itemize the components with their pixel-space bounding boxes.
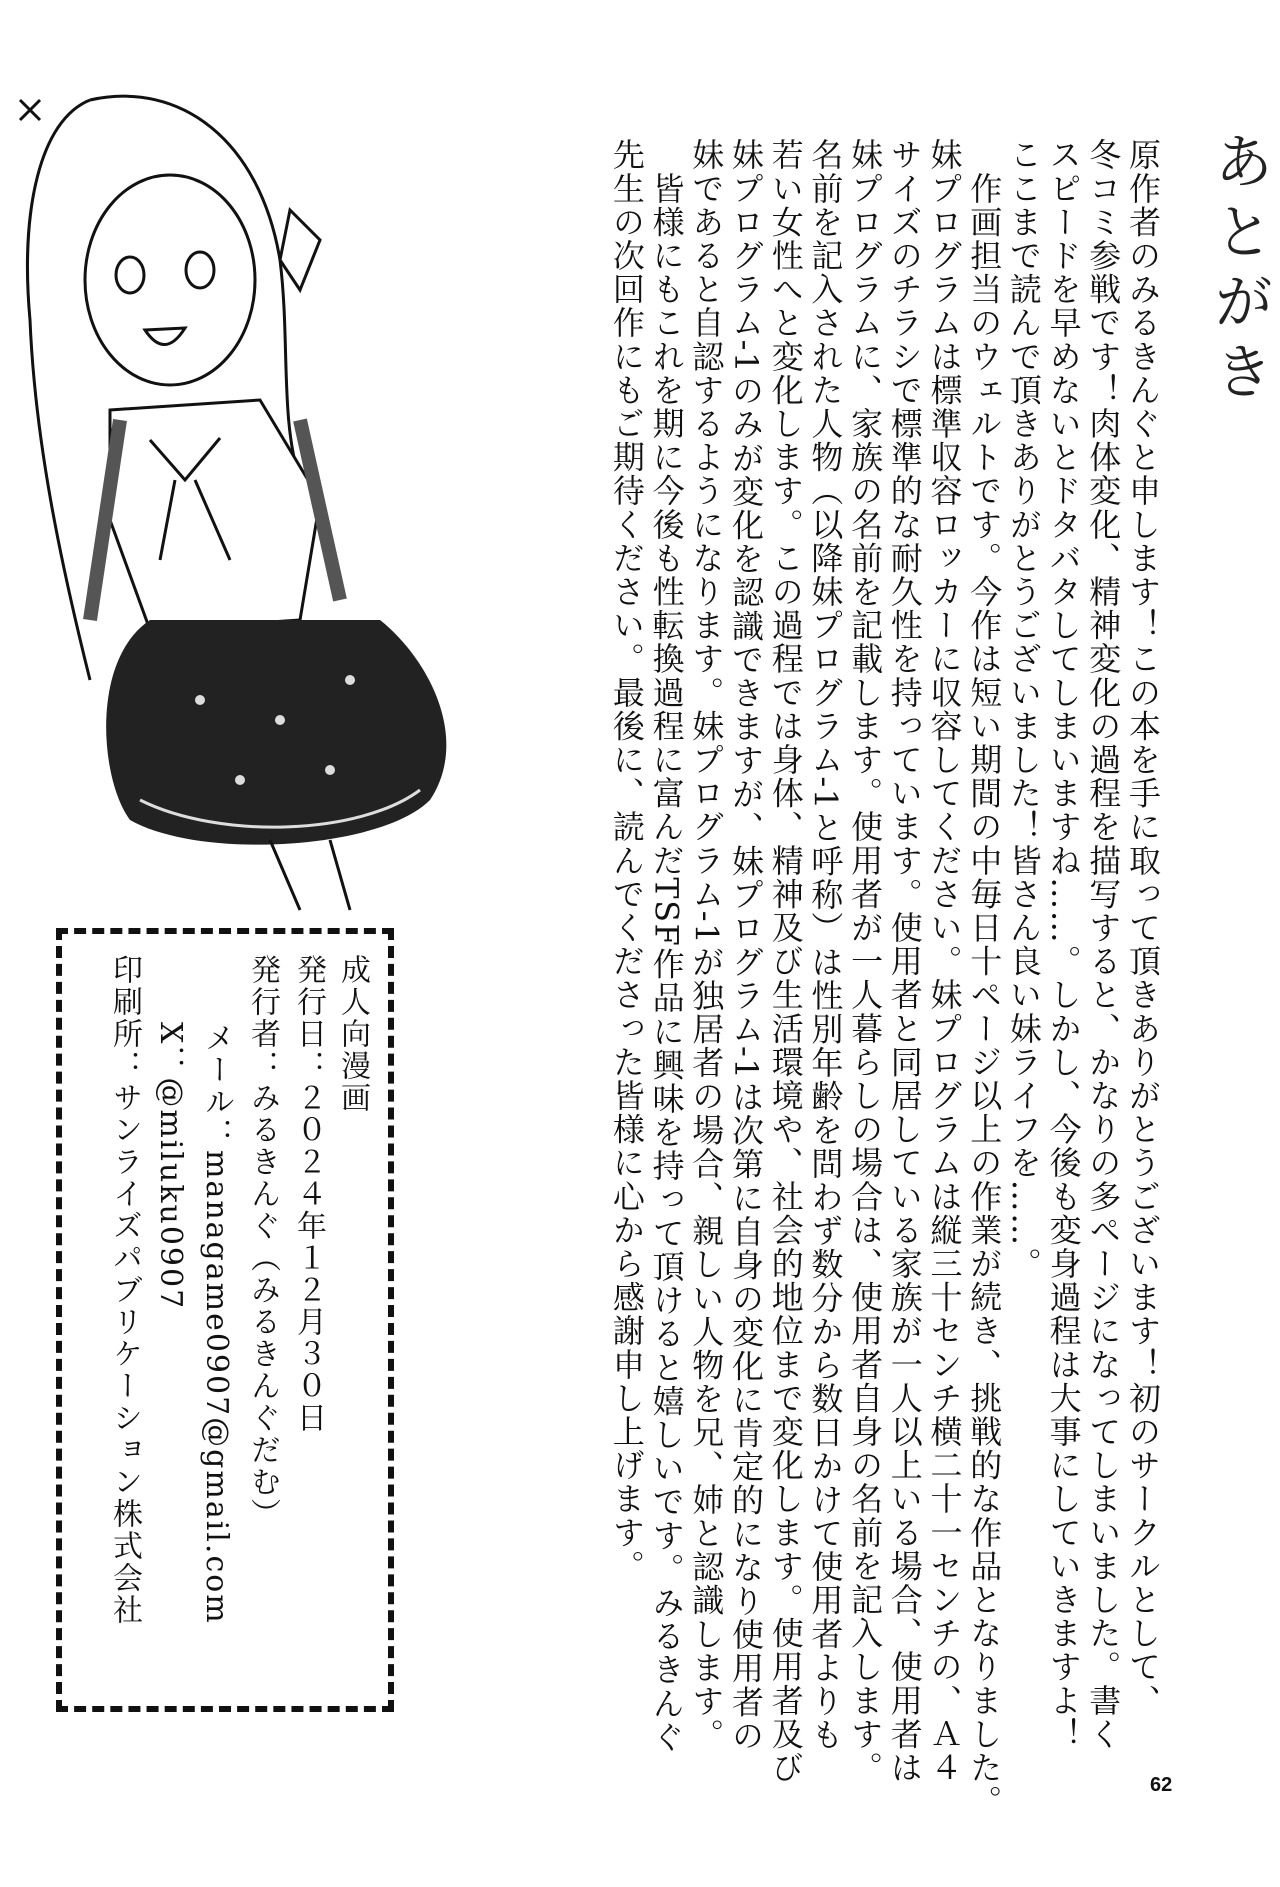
text-column: 若い女性へと変化します。この過程では身体、精神及び生活環境や、社会的地位まで変化します。使用者及び bbox=[766, 138, 805, 1785]
text-column: サイズのチラシで標準的な耐久性を持っています。使用者と同居している家族が一人以上いる場合、使用者は bbox=[885, 138, 924, 1785]
text-column: 妹プログラムは標準収容ロッカーに収容してください。妹プログラムは縦三十センチ横二十一センチの、Ａ４ bbox=[925, 138, 964, 1785]
colophon-printer: 印刷所：サンライズパブリケーション株式会社 bbox=[107, 954, 142, 1626]
text-column: 妹であると自認するようになります。妹プログラム-1が独居者の場合、親しい人物を兄、姉と認識します。 bbox=[687, 138, 726, 1752]
text-column: 皆様にもこれを期に今後も性転換過程に富んだTSF作品に興味を持って頂けると嬉しいです。みるきんぐ bbox=[647, 138, 686, 1754]
text-column: 妹プログラムに、家族の名前を記載します。使用者が一人暮らしの場合は、使用者自身の名前を記入します。 bbox=[846, 138, 885, 1785]
afterword-title: あとがき bbox=[1204, 130, 1274, 410]
text-column: 原作者のみるきんぐと申します！この本を手に取って頂きありがとうございます！初のサークルとして、 bbox=[1124, 138, 1162, 1718]
colophon-publisher: 発行者：みるきんぐ（みるきんぐだむ） bbox=[245, 954, 280, 1530]
colophon-box bbox=[56, 928, 394, 1712]
text-column: 先生の次回作にもご期待ください。最後に、読んでくださった皆様に心から感謝申し上げます。 bbox=[607, 138, 646, 1583]
colophon-mail: メール：managame0907@gmail.com bbox=[199, 1022, 234, 1625]
colophon-rating: 成人向漫画 bbox=[335, 954, 370, 1114]
text-column: 妹プログラム-1のみが変化を認識できますが、妹プログラム-1は次第に自身の変化に肯定的になり使用者の bbox=[727, 138, 765, 1753]
text-column: ここまで読んで頂きありがとうございました！皆さん良い妹ライフを……。 bbox=[1004, 138, 1043, 1281]
text-column: 冬コミ参戦です！肉体変化、精神変化の過程を描写すると、かなりの多ページになってしまいました。書く bbox=[1084, 138, 1123, 1751]
colophon-date: 発行日：２０２４年１２月３０日 bbox=[291, 954, 326, 1434]
colophon-x: X：@miluku0907 bbox=[153, 1022, 188, 1311]
text-column: 作画担当のウェルトです。今作は短い期間の中毎日十ページ以上の作業が続き、挑戦的な作品となりました。 bbox=[965, 138, 1004, 1818]
page-number: 62 bbox=[1150, 1774, 1173, 1796]
text-column: スピードを早めないとドタバタしてしまいますね……。しかし、今後も変身過程は大事にしていきますよ！ bbox=[1044, 138, 1083, 1751]
girl-illustration bbox=[0, 60, 480, 920]
text-column: 名前を記入された人物（以降妹プログラム-1と呼称）は性別年齢を問わず数分から数日かけて使用者よりも bbox=[806, 138, 845, 1752]
